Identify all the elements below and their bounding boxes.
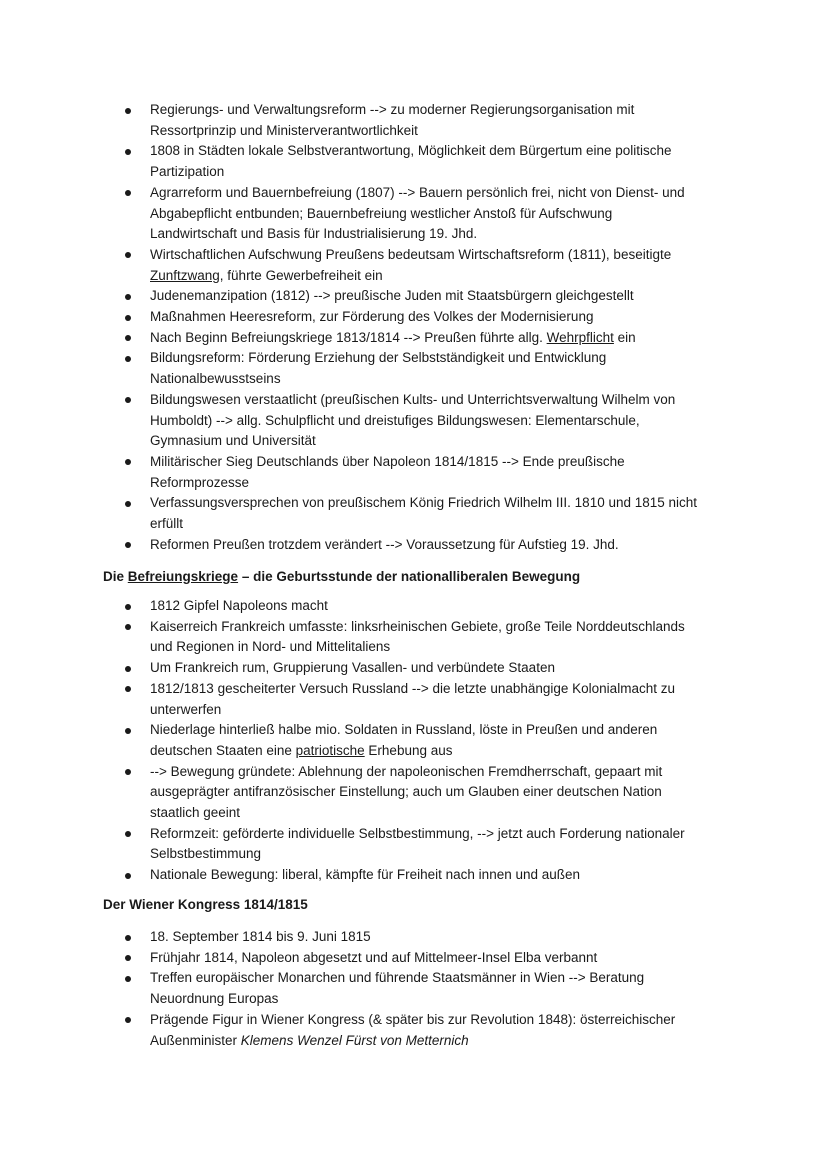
list-item: Prägende Figur in Wiener Kongress (& später bis zur Revolution 1848): österreichischer Außenminister Klemens Wenzel Fürst von Metternich: [150, 1010, 730, 1051]
list-item: Frühjahr 1814, Napoleon abgesetzt und auf Mittelmeer-Insel Elba verbannt: [150, 948, 730, 969]
zunftzwang-term: Zunftzwang: [150, 267, 220, 283]
list-item: Verfassungsversprechen von preußischem König Friedrich Wilhelm III. 1810 und 1815 nicht erfüllt: [150, 493, 730, 534]
wiener-kongress-list: [150, 927, 730, 1051]
list-item: 18. September 1814 bis 9. Juni 1815: [150, 927, 730, 948]
list-item: Bildungsreform: Förderung Erziehung der Selbstständigkeit und Entwicklung Nationalbewusstseins: [150, 348, 730, 389]
list-item: Wirtschaftlichen Aufschwung Preußens bedeutsam Wirtschaftsreform (1811), beseitigte Zunftzwang, führte Gewerbefreiheit ein: [150, 245, 730, 286]
befreiungskriege-list: [150, 596, 730, 886]
section-heading-befreiungskriege: Die Befreiungskriege – die Geburtsstunde der nationalliberalen Bewegung: [103, 569, 581, 584]
list-item: Nach Beginn Befreiungskriege 1813/1814 --> Preußen führte allg. Wehrpflicht ein: [150, 328, 730, 349]
list-item: Reformzeit: geförderte individuelle Selbstbestimmung, --> jetzt auch Forderung nationaler Selbstbestimmung: [150, 824, 730, 865]
list-item: 1808 in Städten lokale Selbstverantwortung, Möglichkeit dem Bürgertum eine politische Partizipation: [150, 141, 730, 182]
list-item: Regierungs- und Verwaltungsreform --> zu moderner Regierungsorganisation mit Ressortprinzip und Ministerverantwortlichkeit: [150, 100, 730, 141]
list-item: Reformen Preußen trotzdem verändert --> Voraussetzung für Aufstieg 19. Jhd.: [150, 535, 730, 556]
list-item: Bildungswesen verstaatlicht (preußischen Kults- und Unterrichtsverwaltung Wilhelm von Humboldt) --> allg. Schulpflicht und dreistufiges Bildungswesen: Elementarschule, Gymnasium und Universität: [150, 390, 730, 452]
list-item: Maßnahmen Heeresreform, zur Förderung des Volkes der Modernisierung: [150, 307, 730, 328]
patriotische-term: patriotische: [295, 742, 365, 758]
reform-list: [150, 100, 730, 555]
list-item: Agrarreform und Bauernbefreiung (1807) --> Bauern persönlich frei, nicht von Dienst- und Abgabepflicht entbunden; Bauernbefreiung westlicher Anstoß für Aufschwung Landwirtschaft und Basis für Industrialisierung 19. Jhd.: [150, 183, 730, 245]
wehrpflicht-term: Wehrpflicht: [546, 329, 614, 345]
section-heading-wiener-kongress: Der Wiener Kongress 1814/1815: [103, 897, 308, 912]
list-item: Judenemanzipation (1812) --> preußische Juden mit Staatsbürgern gleichgestellt: [150, 286, 730, 307]
list-item: Niederlage hinterließ halbe mio. Soldaten in Russland, löste in Preußen und anderen deutschen Staaten eine patriotische Erhebung aus: [150, 720, 730, 761]
list-item: Um Frankreich rum, Gruppierung Vasallen- und verbündete Staaten: [150, 658, 730, 679]
list-item: 1812/1813 gescheiterter Versuch Russland --> die letzte unabhängige Kolonialmacht zu unterwerfen: [150, 679, 730, 720]
list-item: Nationale Bewegung: liberal, kämpfte für Freiheit nach innen und außen: [150, 865, 730, 886]
metternich-name: Klemens Wenzel Fürst von Metternich: [240, 1032, 469, 1048]
list-item: 1812 Gipfel Napoleons macht: [150, 596, 730, 617]
list-item: Treffen europäischer Monarchen und führende Staatsmänner in Wien --> Beratung Neuordnung Europas: [150, 968, 730, 1009]
list-item: Militärischer Sieg Deutschlands über Napoleon 1814/1815 --> Ende preußische Reformprozesse: [150, 452, 730, 493]
list-item: Kaiserreich Frankreich umfasste: linksrheinischen Gebiete, große Teile Norddeutschlands und Regionen in Nord- und Mittelitaliens: [150, 617, 730, 658]
list-item: --> Bewegung gründete: Ablehnung der napoleonischen Fremdherrschaft, gepaart mit ausgeprägter antifranzösischer Einstellung; auch um Glauben einer deutschen Nation staatlich geeint: [150, 762, 730, 824]
